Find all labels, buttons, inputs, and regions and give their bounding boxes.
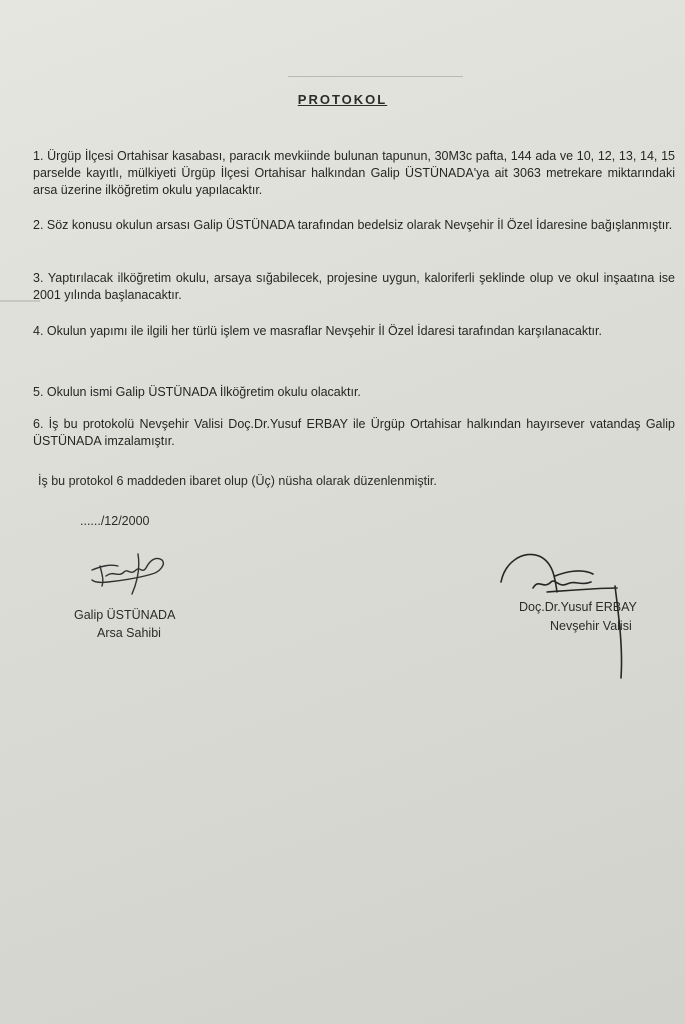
left-signature — [88, 546, 183, 606]
clause-2: 2. Söz konusu okulun arsası Galip ÜSTÜNADA tarafından bedelsiz olarak Nevşehir İl Özel İdaresine bağışlanmıştır. — [33, 218, 673, 232]
clause-4: 4. Okulun yapımı ile ilgili her türlü işlem ve masraflar Nevşehir İl Özel İdaresi tarafından karşılanacaktır. — [33, 324, 602, 338]
left-signatory-role: Arsa Sahibi — [97, 626, 161, 640]
right-signatory-name: Doç.Dr.Yusuf ERBAY — [519, 600, 637, 614]
clause-5: 5. Okulun ismi Galip ÜSTÜNADA İlköğretim okulu olacaktır. — [33, 385, 361, 399]
right-signatory-role: Nevşehir Valisi — [550, 619, 632, 633]
closing-statement: İş bu protokol 6 maddeden ibaret olup (Üç) nüsha olarak düzenlenmiştir. — [38, 474, 437, 488]
left-signatory-name: Galip ÜSTÜNADA — [74, 608, 176, 622]
clause-1: 1. Ürgüp İlçesi Ortahisar kasabası, paracık mevkiinde bulunan tapunun, 30M3c pafta, 144 ada ve 10, 12, 13, 14, 15 parselde kayıtlı, mülkiyeti Ürgüp İlçesi Ortahisar halkından Galip ÜSTÜNADA'ya ait 3063 metrekare miktarındaki arsa üzerine ilköğretim okulu yapılacaktır. — [33, 149, 675, 197]
clause-6: 6. İş bu protokolü Nevşehir Valisi Doç.Dr.Yusuf ERBAY ile Ürgüp Ortahisar halkından hayırsever vatandaş Galip ÜSTÜNADA imzalamıştır. — [33, 417, 675, 448]
top-rule — [288, 76, 463, 77]
clause-3: 3. Yaptırılacak ilköğretim okulu, arsaya sığabilecek, projesine uygun, kaloriferli şeklinde olup ve okul inşaatına ise 2001 yılında başlanacaktır. — [33, 271, 675, 302]
document-date: ....../12/2000 — [80, 514, 150, 528]
right-signature — [495, 548, 645, 683]
document-title: PROTOKOL — [297, 92, 388, 107]
